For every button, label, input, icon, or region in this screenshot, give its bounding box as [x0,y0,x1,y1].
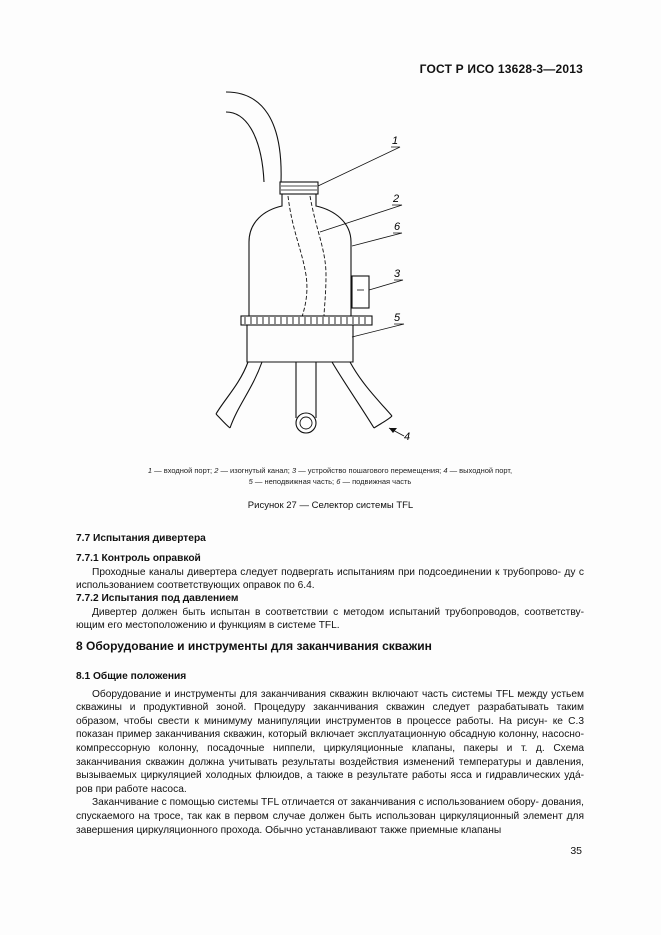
curved-channel-right [310,196,326,317]
section-7-7-2 [76,592,584,633]
fixed-part [247,325,353,362]
legend-text: — подвижная часть [340,477,412,486]
inlet-port [280,182,318,194]
tfl-selector-figure [0,80,661,470]
heading-7-7: 7.7 Испытания дивертера [76,533,206,544]
inlet-pipe-outer [226,92,281,182]
legend-num: 5 [248,477,253,486]
heading-7-7-2: 7.7.2 Испытания под давлением [76,593,239,604]
legend-num: 3 [291,466,297,475]
paragraph-8-1-b: Заканчивание с помощью системы TFL отличается от заканчивания с использованием обору- дования, спускаемого на тросе, так как в первом случае должен быть использован циркуляционный элемент для завершения циркуляционного прохода. Обычно устанавливают также приемные клапаны [76,797,584,836]
callout-3: 3 [394,268,401,280]
page-number: 35 [570,845,582,857]
standard-header: ГОСТ Р ИСО 13628-3—2013 [419,62,583,76]
figure-caption: Рисунок 27 — Селектор системы TFL [247,500,414,511]
callout-5: 5 [394,312,401,324]
legend-num: 4 [443,466,448,475]
callout-6: 6 [394,221,401,233]
section-8-1 [76,670,584,837]
curved-channel-left [288,196,307,317]
legend-text: — выходной порт, [447,466,513,475]
legend-text: — входной порт; [152,466,215,475]
section-7-7 [76,532,584,546]
paragraph-7-7-1: Проходные каналы дивертера следует подвергать испытаниям при подсоединении к трубопрово- ду с использованием соответствующих оправок по 6.4. [76,566,584,592]
heading-7-7-1: 7.7.1 Контроль оправкой [76,553,201,564]
moving-part-body [249,194,351,317]
heading-8: 8 Оборудование и инструменты для заканчивания скважин [76,639,432,653]
legend-line-2 [60,476,600,487]
legend-num: 6 [336,477,341,486]
outlet-pipe-right-a [332,362,374,428]
legend-text: — изогнутый канал; [218,466,292,475]
paragraph-8-1-a: Оборудование и инструменты для заканчивания скважин включают часть системы TFL между устьем скважины и продуктивной зоной. Процедуру заканчивания скважин следует разрабатывать таким образом, чтобы свести к минимуму манипуляции инструментов в процессе работы. На рисун- ке С.3 показан пример заканчивания скважин, который включает эксплуатационную обсадную колонну, насосно-компрессорную колонну, посадочные ниппели, циркуляционные клапаны, пакеры и т. д. Схема заканчивания скважин должна учитывать результаты воздействия изменений температуры и давления, вызываемых циркуляцией холодных флюидов, а также в результате работы ясса и гидравлических удá- ров при работе насоса. [76,688,584,795]
legend-text: — устройство пошагового перемещения; [296,466,444,475]
callout-2: 2 [393,193,400,205]
section-7-7-1 [76,552,584,593]
callout-1: 1 [392,135,399,147]
paragraph-7-7-2: Дивертер должен быть испытан в соответствии с методом испытаний трубопроводов, соответству- ющим его местоположению и функциям в системе TFL. [76,606,584,632]
stepping-device [352,276,369,308]
legend-line-1 [60,465,600,476]
inlet-pipe-inner [226,112,264,182]
legend-num: 1 [147,466,153,475]
legend-text: — неподвижная часть; [252,477,337,486]
callout-4: 4 [404,431,411,443]
outlet-pipe-center [296,362,316,418]
outlet-pipe-left-a [230,362,262,428]
heading-8-1: 8.1 Общие положения [76,671,187,682]
legend-num: 2 [214,466,219,475]
outlet-pipe-center-end [296,413,316,433]
gear-ring [241,316,372,325]
figure-legend [60,465,600,487]
section-8 [76,640,584,654]
outlet-pipe-right-b [350,362,392,416]
outlet-pipe-left-b [216,362,248,414]
